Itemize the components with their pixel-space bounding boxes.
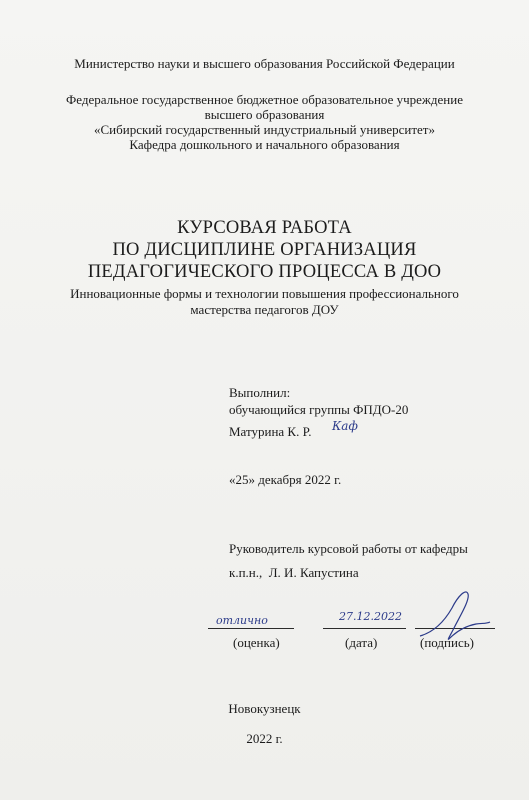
supervisor-name: Л. И. Капустина [268,565,359,580]
title-line-3: ПЕДАГОГИЧЕСКОГО ПРОЦЕССА В ДОО [87,262,442,282]
department-name: Кафедра дошкольного и начального образования [129,137,400,152]
student-signature [332,419,358,433]
grade-handwritten-text: отлично [216,614,268,627]
document-subtitle [0,286,529,318]
supervisor-degree: к.п.н., [229,565,263,580]
ministry-text: Министерство науки и высшего образования Российской Федерации [74,56,455,71]
city [0,701,529,717]
grade-caption: (оценка) [233,635,280,650]
document-title [0,217,529,283]
year [0,731,529,747]
date-handwritten-text: 27.12.2022 [339,610,402,623]
submission-date: «25» декабря 2022 г. [229,472,342,487]
subtitle-line-1: Инновационные формы и технологии повышения профессионального [70,286,459,301]
subtitle-line-2: мастерства педагогов ДОУ [190,302,339,317]
date-caption: (дата) [345,635,378,650]
student-name: Матурина К. Р. [229,424,312,439]
student-signature-text: Каф [332,419,358,433]
university-name: «Сибирский государственный индустриальный университет» [94,122,435,137]
date-line [323,628,406,629]
supervisor-line [229,565,359,581]
year-text: 2022 г. [246,731,283,746]
title-line-2: ПО ДИСЦИПЛИНЕ ОРГАНИЗАЦИЯ [112,240,417,260]
institution-line-2: высшего образования [204,107,325,122]
title-line-1: КУРСОВАЯ РАБОТА [177,218,352,238]
supervisor-role: Руководитель курсовой работы от кафедры [229,541,468,556]
student-group: обучающийся группы ФПДО-20 [229,402,409,417]
institution-block [0,92,529,152]
performed-label: Выполнил: [229,385,291,400]
institution-line-1: Федеральное государственное бюджетное образовательное учреждение [66,92,463,107]
grade-handwritten [216,614,268,627]
date-handwritten [339,610,402,623]
grade-line [208,628,294,629]
city-text: Новокузнецк [228,701,301,716]
signature-caption: (подпись) [420,635,474,650]
ministry-line [0,56,529,72]
